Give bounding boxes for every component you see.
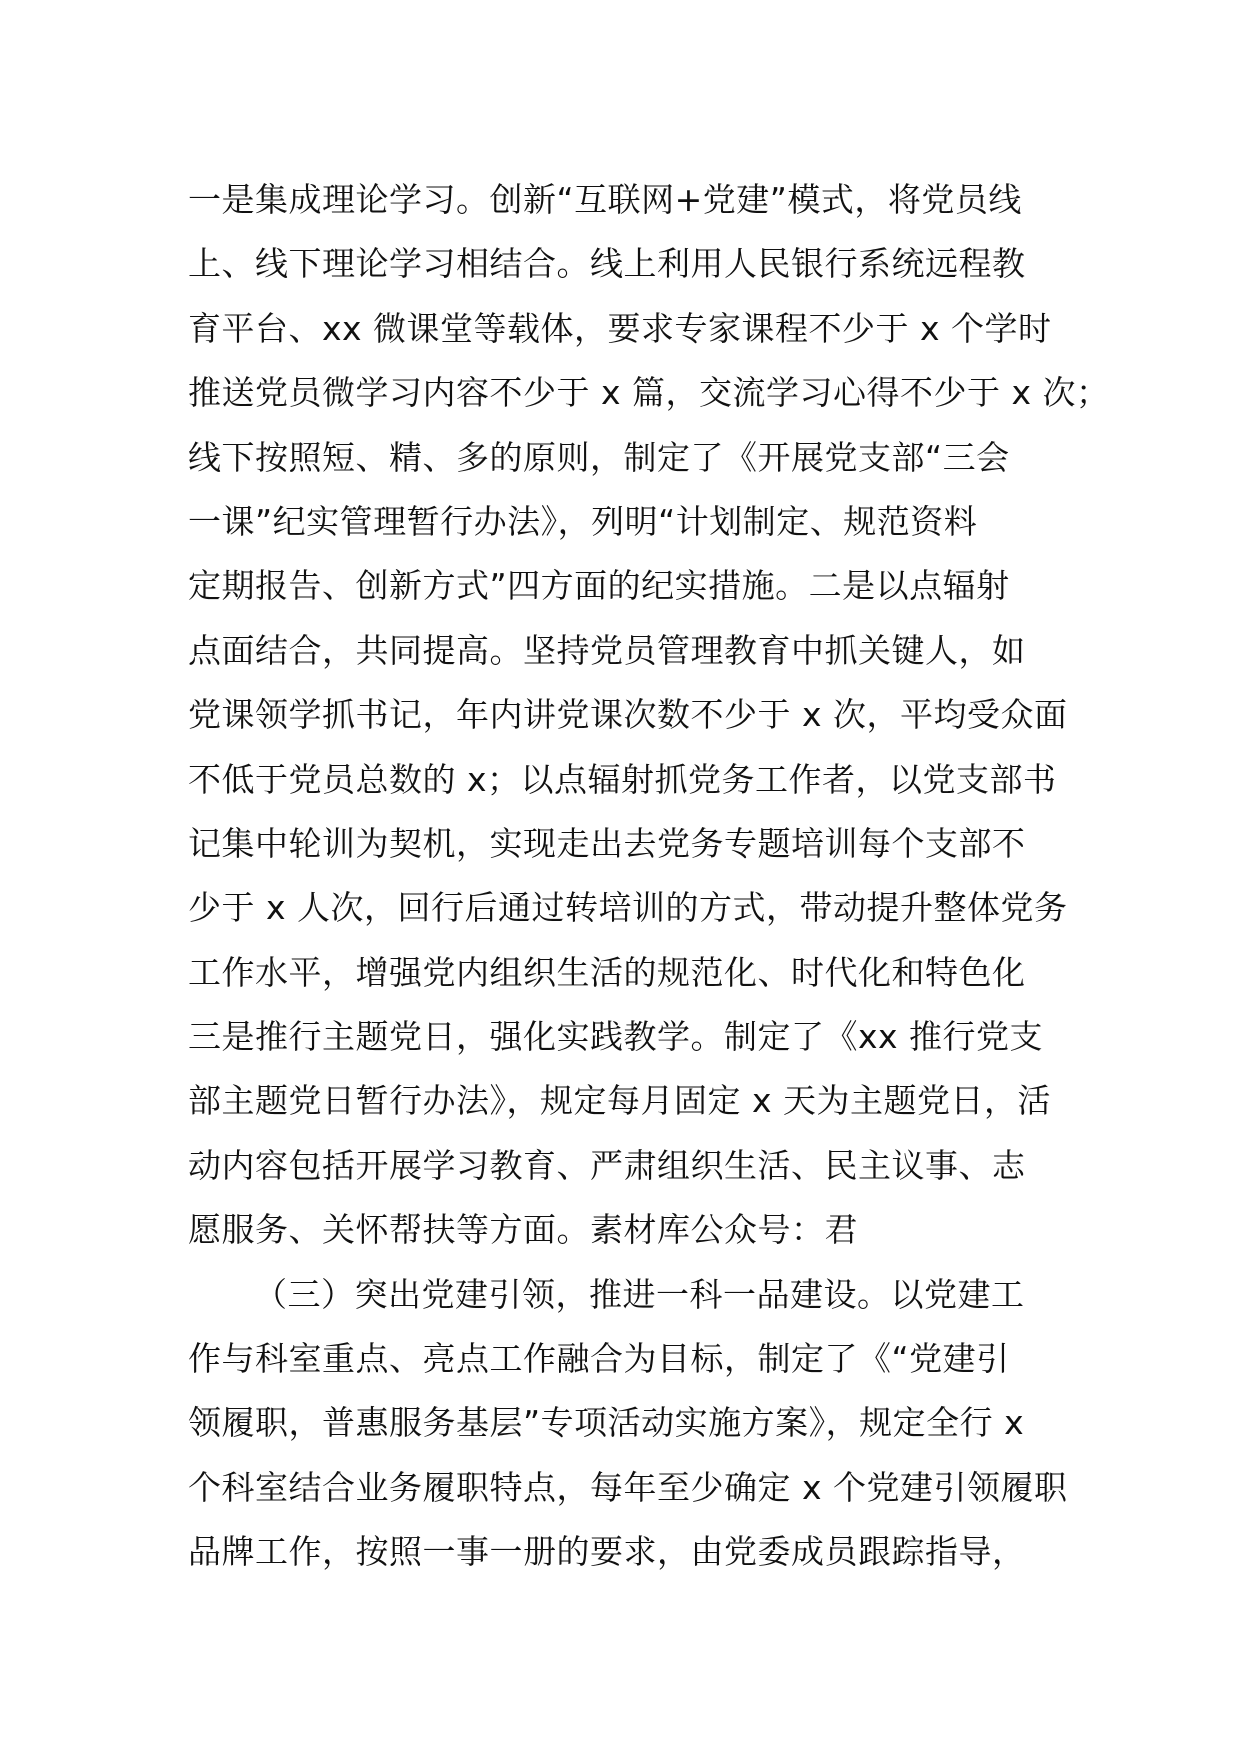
text-line: 党课领学抓书记，年内讲党课次数不少于 x 次，平均受众面 (188, 695, 1068, 735)
text-line: 育平台、xx 微课堂等载体，要求专家课程不少于 x 个学时 (188, 308, 1052, 348)
section-heading-line: （三）突出党建引领，推进一科一品建设。以党建工 (254, 1274, 1025, 1314)
text-line: 品牌工作，按照一事一册的要求，由党委成员跟踪指导， (188, 1532, 1026, 1572)
text-line: 作与科室重点、亮点工作融合为目标，制定了《“党建引 (188, 1339, 1010, 1379)
text-line: 上、线下理论学习相结合。线上利用人民银行系统远程教 (188, 244, 1026, 284)
text-line: 记集中轮训为契机，实现走出去党务专题培训每个支部不 (188, 823, 1026, 863)
text-line: 一是集成理论学习。创新“互联网+党建”模式，将党员线 (188, 180, 1022, 219)
text-line: 动内容包括开展学习教育、严肃组织生活、民主议事、志 (188, 1145, 1026, 1185)
text-line: 推送党员微学习内容不少于 x 篇，交流学习心得不少于 x 次； (188, 373, 1110, 413)
text-line: 部主题党日暂行办法》，规定每月固定 x 天为主题党日，活 (188, 1081, 1052, 1121)
text-line: 点面结合，共同提高。坚持党员管理教育中抓关键人，如 (188, 630, 1026, 670)
text-line: 三是推行主题党日，强化实践教学。制定了《xx 推行党支 (188, 1017, 1044, 1057)
text-line: 个科室结合业务履职特点，每年至少确定 x 个党建引领履职 (188, 1467, 1068, 1507)
text-line: 愿服务、关怀帮扶等方面。素材库公众号：君 (188, 1210, 858, 1250)
text-line: 定期报告、创新方式”四方面的纪实措施。二是以点辐射 (188, 566, 1010, 606)
text-line: 少于 x 人次，回行后通过转培训的方式，带动提升整体党务 (188, 888, 1068, 928)
text-line: 工作水平，增强党内组织生活的规范化、时代化和特色化 (188, 952, 1026, 992)
body-text (188, 168, 1110, 1585)
text-line: 一课”纪实管理暂行办法》，列明“计划制定、规范资料 (188, 501, 978, 541)
text-line: 线下按照短、精、多的原则，制定了《开展党支部“三会 (188, 437, 1010, 477)
text-line: 领履职，普惠服务基层”专项活动实施方案》，规定全行 x (188, 1403, 1025, 1443)
text-line: 不低于党员总数的 x；以点辐射抓党务工作者，以党支部书 (188, 759, 1057, 799)
